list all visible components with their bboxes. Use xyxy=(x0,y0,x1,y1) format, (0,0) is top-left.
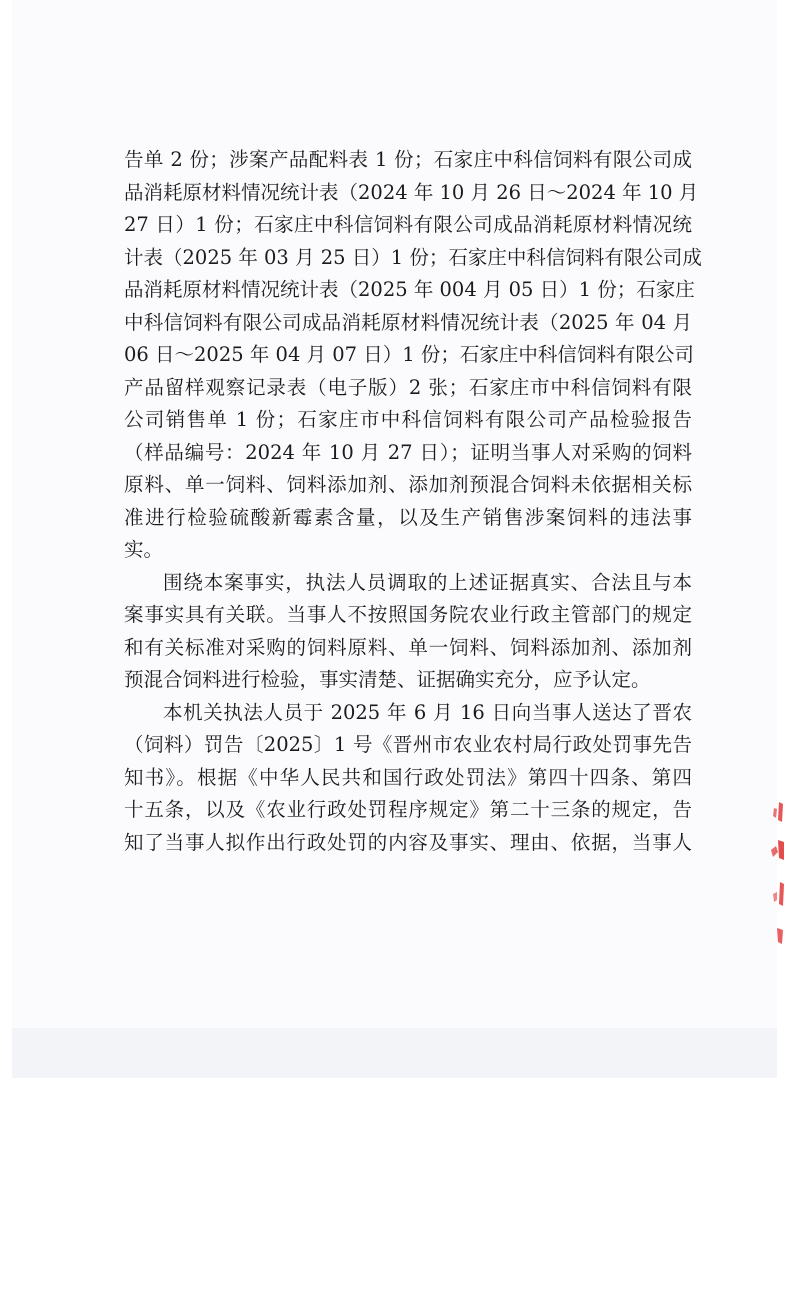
text-line: 预混合饲料进行检验，事实清楚、证据确实充分，应予认定。 xyxy=(124,668,651,691)
text-line: 十五条，以及《农业行政处罚程序规定》第二十三条的规定，告 xyxy=(124,798,692,821)
text-line: 本机关执法人员于 2025 年 6 月 16 日向当事人送达了晋农 xyxy=(163,700,692,724)
text-line: 06 日～2025 年 04 月 07 日）1 份；石家庄中科信饲料有限公司 xyxy=(124,343,694,366)
scan-bottom-edge xyxy=(12,1028,777,1078)
text-line: （样品编号：2024 年 10 月 27 日）；证明当事人对采购的饲料 xyxy=(124,440,692,464)
text-line: 原料、单一饲料、饲料添加剂、添加剂预混合饲料未依据相关标 xyxy=(124,473,692,496)
text-line: 案事实具有关联。当事人不按照国务院农业行政主管部门的规定 xyxy=(124,603,692,626)
text-line: 中科信饲料有限公司成品消耗原材料情况统计表（2025 年 04 月 xyxy=(124,310,692,334)
text-line: 计表（2025 年 03 月 25 日）1 份；石家庄中科信饲料有限公司成 xyxy=(124,245,702,269)
text-line: 品消耗原材料情况统计表（2025 年 004 月 05 日）1 份；石家庄 xyxy=(124,278,695,301)
text-line: 知书》。根据《中华人民共和国行政处罚法》第四十四条、第四 xyxy=(124,765,692,789)
text-line: （饲料）罚告〔2025〕1 号《晋州市农业农村局行政处罚事先告 xyxy=(124,733,692,756)
text-line: 告单 2 份；涉案产品配料表 1 份；石家庄中科信饲料有限公司成 xyxy=(124,148,692,171)
text-line: 准进行检验硫酸新霉素含量，以及生产销售涉案饲料的违法事 xyxy=(124,505,692,529)
text-line: 公司销售单 1 份；石家庄市中科信饲料有限公司产品检验报告 xyxy=(124,408,692,431)
paragraph-evidence-assessment xyxy=(124,567,692,697)
red-seal-fragment xyxy=(769,800,785,950)
text-line: 知了当事人拟作出行政处罚的内容及事实、理由、依据，当事人 xyxy=(124,830,692,854)
text-line: 27 日）1 份；石家庄中科信饲料有限公司成品消耗原材料情况统 xyxy=(124,213,692,236)
text-line: 围绕本案事实，执法人员调取的上述证据真实、合法且与本 xyxy=(163,570,692,594)
text-line: 实。 xyxy=(124,538,164,561)
document-body xyxy=(124,144,702,859)
text-line: 和有关标准对采购的饲料原料、单一饲料、饲料添加剂、添加剂 xyxy=(124,635,692,659)
text-line: 产品留样观察记录表（电子版）2 张；石家庄市中科信饲料有限 xyxy=(124,375,692,399)
paragraph-evidence-list xyxy=(124,144,702,567)
text-line: 品消耗原材料情况统计表（2024 年 10 月 26 日～2024 年 10 月 xyxy=(124,180,699,204)
paragraph-prior-notice xyxy=(124,697,692,860)
